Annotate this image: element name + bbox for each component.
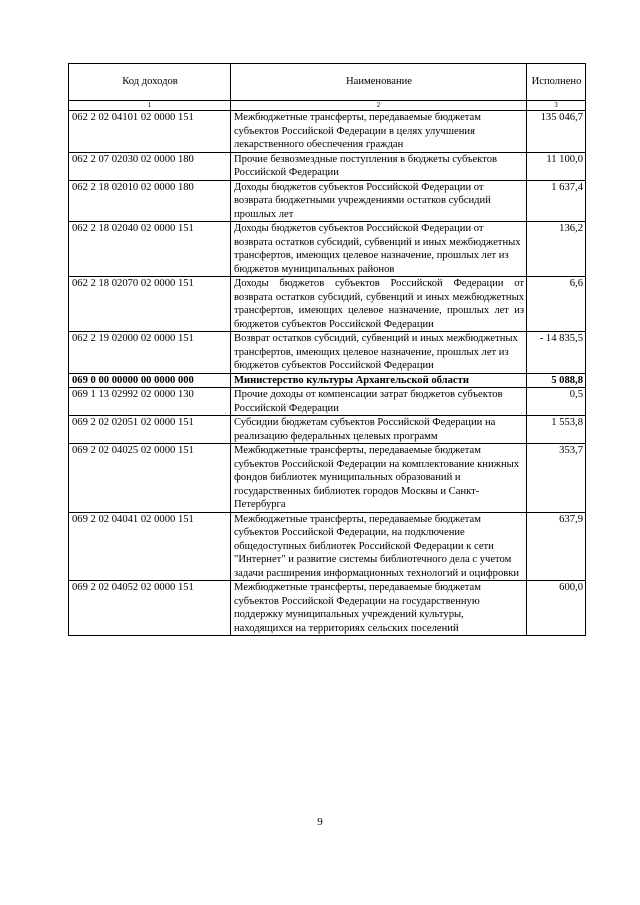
table-row [69, 222, 586, 277]
executed-amount-cell: 353,7 [527, 444, 586, 513]
column-number-1: 1 [69, 101, 231, 111]
revenue-code-cell: 069 2 02 02051 02 0000 151 [69, 416, 231, 444]
revenue-name-cell: Министерство культуры Архангельской области [231, 373, 527, 388]
executed-amount-cell: 637,9 [527, 512, 586, 581]
table-row [69, 444, 586, 513]
executed-amount-cell: 5 088,8 [527, 373, 586, 388]
header-code: Код доходов [69, 64, 231, 101]
revenue-code-cell: 069 0 00 00000 00 0000 000 [69, 373, 231, 388]
revenue-name-cell: Доходы бюджетов субъектов Российской Федерации от возврата остатков субсидий, субвенций и иных межбюджетных трансфертов, имеющих целевое назначение, прошлых лет из бюджетов муниципальных районов [231, 222, 527, 277]
executed-amount-cell: 136,2 [527, 222, 586, 277]
revenue-code-cell: 069 2 02 04041 02 0000 151 [69, 512, 231, 581]
page-number: 9 [317, 816, 323, 828]
executed-amount-cell: 6,6 [527, 277, 586, 332]
table-row [69, 581, 586, 636]
revenue-code-cell: 069 1 13 02992 02 0000 130 [69, 388, 231, 416]
table-body [69, 111, 586, 636]
table-row [69, 416, 586, 444]
revenue-code-cell: 062 2 02 04101 02 0000 151 [69, 111, 231, 153]
executed-amount-cell: 135 046,7 [527, 111, 586, 153]
revenue-name-cell: Возврат остатков субсидий, субвенций и иных межбюджетных трансфертов, имеющих целевое назначение, прошлых лет из бюджетов субъектов Российской Федерации [231, 332, 527, 374]
revenue-name-cell: Межбюджетные трансферты, передаваемые бюджетам субъектов Российской Федерации, на подключение общедоступных библиотек Российской Федерации к сети "Интернет" и развитие системы библиотечного дела с учетом задачи расширения информационных технологий и оцифровки [231, 512, 527, 581]
revenue-name-cell: Прочие доходы от компенсации затрат бюджетов субъектов Российской Федерации [231, 388, 527, 416]
revenue-name-cell: Доходы бюджетов субъектов Российской Федерации от возврата остатков субсидий, субвенций и иных межбюджетных трансфертов, имеющих целевое назначение, прошлых лет из бюджетов субъектов Российской Федерации [231, 277, 527, 332]
revenue-code-cell: 062 2 18 02070 02 0000 151 [69, 277, 231, 332]
table-row [69, 111, 586, 153]
revenue-name-cell: Межбюджетные трансферты, передаваемые бюджетам субъектов Российской Федерации на государственную поддержку муниципальных учреждений культуры, находящихся на территориях сельских поселений [231, 581, 527, 636]
column-number-row [69, 101, 586, 111]
header-executed: Исполнено [527, 64, 586, 101]
table-row [69, 512, 586, 581]
revenue-code-cell: 069 2 02 04025 02 0000 151 [69, 444, 231, 513]
table-header-row [69, 64, 586, 101]
table-row [69, 152, 586, 180]
table-row [69, 277, 586, 332]
table-row [69, 388, 586, 416]
revenue-name-cell: Доходы бюджетов субъектов Российской Федерации от возврата бюджетными учреждениями остатков субсидий прошлых лет [231, 180, 527, 222]
revenue-code-cell: 062 2 18 02010 02 0000 180 [69, 180, 231, 222]
revenue-code-cell: 062 2 19 02000 02 0000 151 [69, 332, 231, 374]
executed-amount-cell: 600,0 [527, 581, 586, 636]
column-number-3: 3 [527, 101, 586, 111]
revenue-execution-table [68, 63, 586, 636]
table-row [69, 332, 586, 374]
table-row [69, 180, 586, 222]
revenue-name-cell: Межбюджетные трансферты, передаваемые бюджетам субъектов Российской Федерации на комплектование книжных фондов библиотек муниципальных образований и государственных библиотек городов Москвы и Санкт-Петербурга [231, 444, 527, 513]
revenue-code-cell: 069 2 02 04052 02 0000 151 [69, 581, 231, 636]
executed-amount-cell: 0,5 [527, 388, 586, 416]
executed-amount-cell: 1 637,4 [527, 180, 586, 222]
executed-amount-cell: 11 100,0 [527, 152, 586, 180]
column-number-2: 2 [231, 101, 527, 111]
executed-amount-cell: - 14 835,5 [527, 332, 586, 374]
revenue-code-cell: 062 2 18 02040 02 0000 151 [69, 222, 231, 277]
revenue-name-cell: Субсидии бюджетам субъектов Российской Федерации на реализацию федеральных целевых программ [231, 416, 527, 444]
revenue-name-cell: Межбюджетные трансферты, передаваемые бюджетам субъектов Российской Федерации в целях улучшения лекарственного обеспечения граждан [231, 111, 527, 153]
executed-amount-cell: 1 553,8 [527, 416, 586, 444]
revenue-name-cell: Прочие безвозмездные поступления в бюджеты субъектов Российской Федерации [231, 152, 527, 180]
table-row [69, 373, 586, 388]
revenue-code-cell: 062 2 07 02030 02 0000 180 [69, 152, 231, 180]
header-name: Наименование [231, 64, 527, 101]
